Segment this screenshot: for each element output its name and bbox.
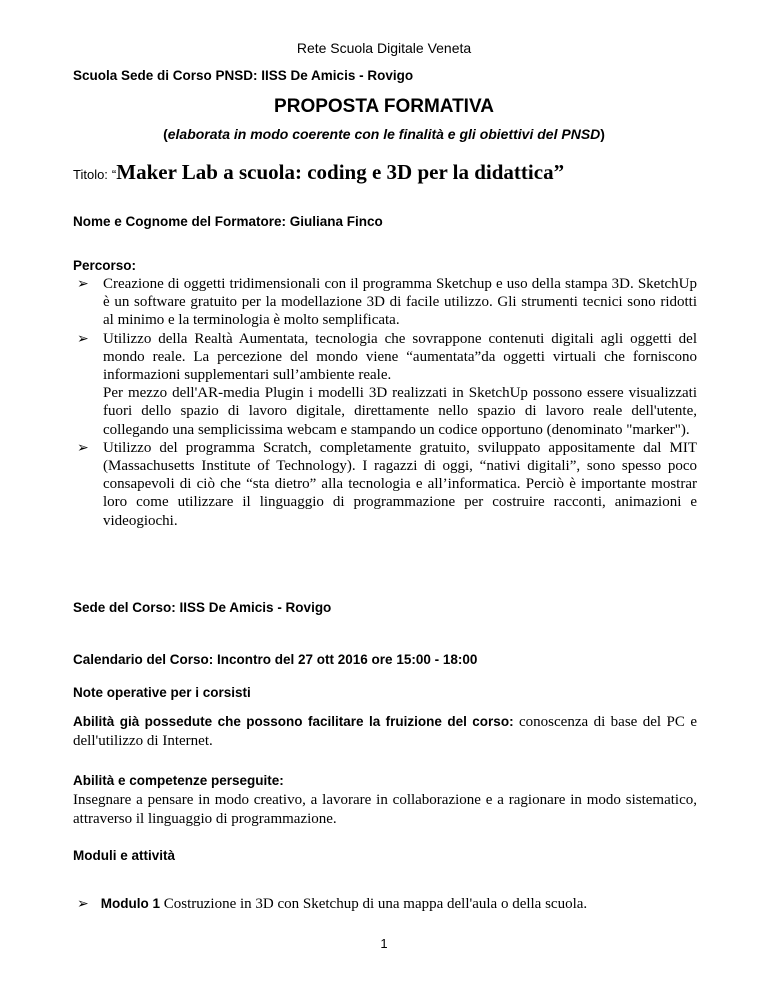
course-title-row [73,160,564,185]
arrowhead-bullet-icon: ➢ [77,330,89,347]
percorso-item [73,275,697,330]
modules-heading: Moduli e attività [73,848,176,863]
percorso-list [73,275,697,530]
target-skills-text: Insegnare a pensare in modo creativo, a lavorare in collaborazione e a ragionare in modo sistematico, attraverso il linguaggio di programmazione. [73,792,697,827]
target-skills-label: Abilità e competenze perseguite: [73,773,284,788]
document-title: PROPOSTA FORMATIVA [274,96,494,117]
module-item [77,896,587,913]
course-calendar: Calendario del Corso: Incontro del 27 ott 2016 ore 15:00 - 18:00 [73,652,478,667]
percorso-item [73,439,697,530]
document-subtitle [0,126,768,142]
percorso-paragraph: Per mezzo dell'AR-media Plugin i modelli 3D realizzati in SketchUp possono essere visualizzati fuori dello spazio di lavoro digitale, direttamente nello spazio di lavoro reale dell'utente, collegando una semplicissima webcam e stampando un codice opportuno (denominato "marker"). [103,385,697,438]
prior-skills-label: Abilità già possedute che possono facilitare la fruizione del corso: [73,714,514,729]
course-title-open-quote: “ [111,167,117,182]
operational-notes-heading: Note operative per i corsisti [73,685,251,700]
course-title: Maker Lab a scuola: coding e 3D per la didattica” [116,160,565,184]
module-text: Costruzione in 3D con Sketchup di una mappa dell'aula o della scuola. [159,896,588,912]
course-location: Sede del Corso: IISS De Amicis - Rovigo [73,600,332,615]
subtitle-text: elaborata in modo coerente con le finalità e gli obiettivi del PNSD [167,126,601,142]
arrowhead-bullet-icon: ➢ [77,896,89,912]
arrowhead-bullet-icon: ➢ [77,439,89,456]
prior-skills-text: conoscenza di base del PC e dell'utilizzo di Internet. [73,714,697,749]
page-number: 1 [380,936,388,951]
module-label: Modulo 1 [100,896,160,911]
percorso-paragraph: Utilizzo della Realtà Aumentata, tecnologia che sovrappone contenuti digitali agli oggetti del mondo reale. La percezione del mondo viene “aumentata”da oggetti virtuali che forniscono informazioni supplementari sull’ambiente reale. [103,330,697,384]
percorso-paragraph: Creazione di oggetti tridimensionali con il programma Sketchup e uso della stampa 3D. SketchUp è un software gratuito per la modellazione 3D di facile utilizzo. Gli strumenti tecnici sono ridotti al minimo e la terminologia è molto semplificata. [103,276,697,329]
course-title-label: Titolo: [73,167,108,182]
subtitle-close-paren: ) [600,126,605,142]
prior-skills [73,712,697,751]
percorso-label: Percorso: [73,258,137,273]
network-heading: Rete Scuola Digitale Veneta [296,40,472,56]
percorso-paragraph: Utilizzo del programma Scratch, completamente gratuito, sviluppato appositamente dal MIT (Massachusetts Institute of Technology). I ragazzi di oggi, “nativi digitali”, sono spesso poco consapevoli di ciò che “sta dietro” alla tecnologia e all’informatica. Perciò è importante mostrar loro come utilizzare il linguaggio di programmazione per costruire racconti, animazioni e videogiochi. [103,439,697,529]
arrowhead-bullet-icon: ➢ [77,276,89,292]
subtitle-open-paren: ( [163,126,168,142]
school-line: Scuola Sede di Corso PNSD: IISS De Amicis - Rovigo [73,68,414,83]
percorso-item [73,330,697,439]
trainer-name: Nome e Cognome del Formatore: Giuliana Finco [73,214,383,229]
